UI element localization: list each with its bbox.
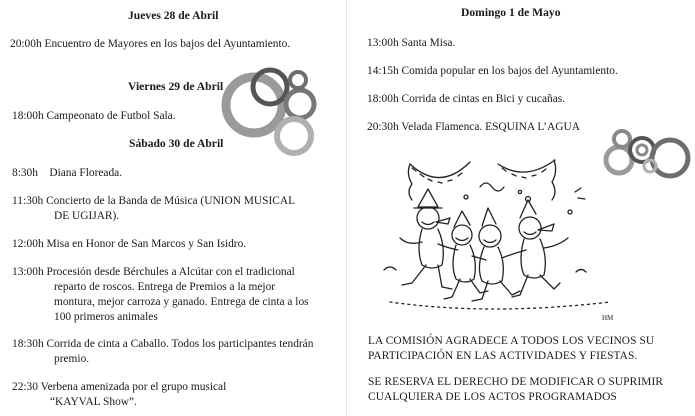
event-time: 18:00h <box>367 93 399 105</box>
event-text-continued: montura, mejor carroza y ganado. Entrega de cinta a los <box>54 296 309 308</box>
day-heading-jueves: Jueves 28 de Abril <box>128 9 219 22</box>
thanks-message <box>368 334 654 364</box>
illustrator-signature: HM <box>602 314 614 322</box>
event-time: 20:30h <box>367 121 399 133</box>
event-text-continued: “KAYVAL Show”. <box>50 396 137 408</box>
event-time: 18:00h <box>12 110 44 122</box>
event-line <box>367 64 618 79</box>
event-text: Misa en Honor de San Marcos y San Isidro. <box>46 238 247 250</box>
event-time: 18:30h <box>12 338 44 350</box>
event-time: 20:00h <box>10 38 42 50</box>
event-time: 13:00h <box>367 37 399 49</box>
event-time: 12:00h <box>12 238 44 250</box>
event-text-continued: DE UGIJAR). <box>54 210 120 222</box>
event-text-continued: reparto de roscos. Entrega de Premios a la mejor <box>54 281 276 293</box>
event-text: Comida popular en los bajos del Ayuntamiento. <box>401 65 618 77</box>
event-text: Encuentro de Mayores en los bajos del Ayuntamiento. <box>44 38 291 50</box>
event-block <box>12 380 226 410</box>
event-block <box>12 265 309 325</box>
event-text-continued: 100 primeros animales <box>54 311 158 323</box>
event-time: 14:15h <box>367 65 399 77</box>
event-time: 13:00h <box>12 266 44 278</box>
event-line <box>367 36 455 51</box>
event-text: Concierto de la Banda de Música (UNION MUSICAL <box>46 195 296 207</box>
disclaimer-line: CUALQUIERA DE LOS ACTOS PROGRAMADOS <box>368 391 617 403</box>
event-line <box>12 237 246 252</box>
event-text: Corrida de cintas en Bici y cucañas. <box>401 93 566 105</box>
day-heading-domingo: Domingo 1 de Mayo <box>461 6 561 19</box>
thanks-line: PARTICIPACIÓN EN LAS ACTIVIDADES Y FIESTAS. <box>368 350 638 362</box>
event-text-continued: premio. <box>54 353 90 365</box>
disclaimer-message <box>368 375 663 405</box>
day-heading-viernes: Viernes 29 de Abril <box>128 80 224 93</box>
event-block <box>12 194 295 224</box>
event-time: 11:30h <box>12 195 44 207</box>
event-text: Procesión desde Bérchules a Alcútar con el tradicional <box>46 266 295 278</box>
event-line <box>12 109 176 124</box>
event-text: Diana Floreada. <box>49 167 123 179</box>
day-heading-sabado: Sábado 30 de Abril <box>129 137 224 150</box>
event-text: Santa Misa. <box>401 37 456 49</box>
event-time: 8:30h <box>12 167 38 179</box>
event-time: 22:30 <box>12 381 38 393</box>
event-block <box>12 337 313 367</box>
event-text: Corrida de cinta a Caballo. Todos los participantes tendrán <box>46 338 314 350</box>
disclaimer-line: SE RESERVA EL DERECHO DE MODIFICAR O SUPRIMIR <box>368 376 664 388</box>
thanks-line: LA COMISIÓN AGRADECE A TODOS LOS VECINOS SU <box>368 335 655 347</box>
event-line <box>367 92 565 107</box>
event-line <box>12 166 122 181</box>
event-text: Campeonato de Futbol Sala. <box>46 110 176 122</box>
party-dancers-illustration <box>370 152 620 327</box>
event-text: Velada Flamenca. ESQUINA L’AGUA <box>398 121 580 133</box>
column-divider <box>346 0 347 416</box>
decorative-rings-icon <box>218 60 328 160</box>
event-line <box>367 120 580 135</box>
event-text: Verbena amenizada por el grupo musical <box>40 381 227 393</box>
event-line <box>10 37 290 52</box>
